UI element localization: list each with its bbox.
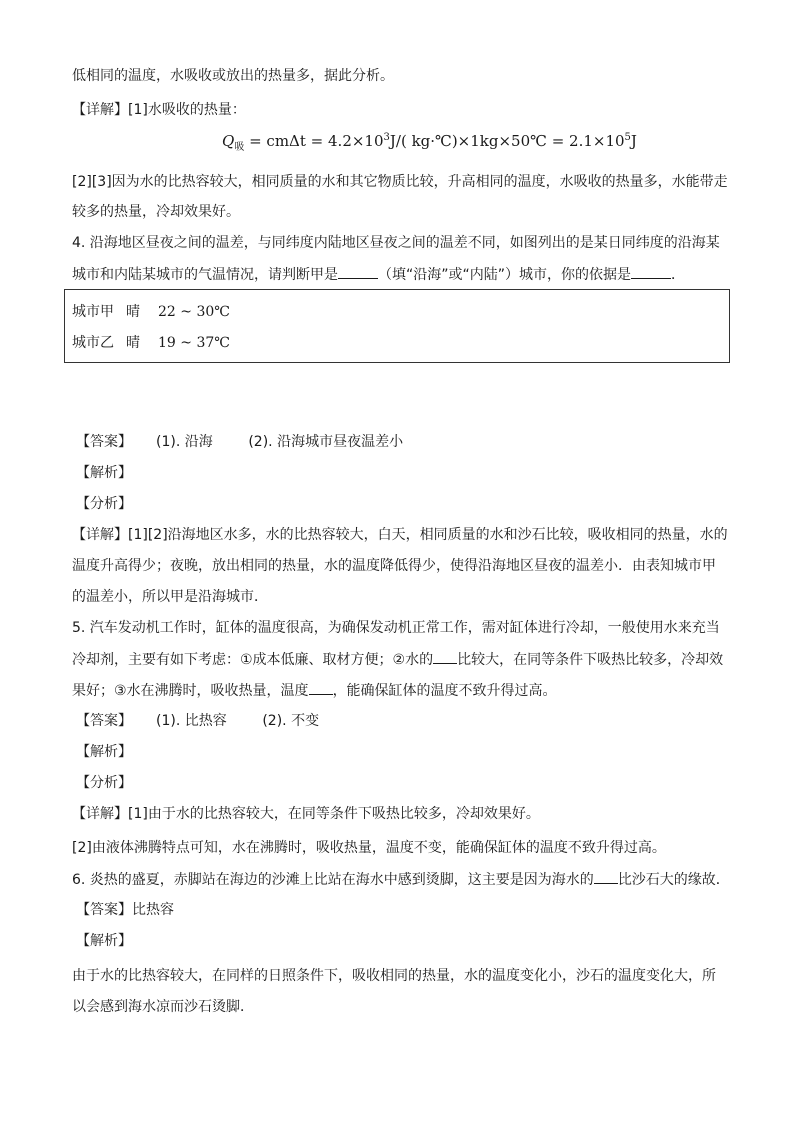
formula-rest: = cmΔt = 4.2×10 xyxy=(244,132,384,150)
formula-q: Q xyxy=(222,132,235,150)
text-line: [2][3]因为水的比热容较大，相同质量的水和其它物质比较，升高相同的温度，水吸收的热量多，水能带走 xyxy=(72,174,728,190)
heat-formula xyxy=(222,132,637,153)
answer-blank xyxy=(631,264,671,279)
q5-text-d: ，能确保缸体的温度不致升得过高。 xyxy=(332,683,557,699)
formula-mid: J/( kg·℃)×1kg×50℃ = 2.1×10 xyxy=(389,132,625,150)
question-4-line2 xyxy=(72,264,685,285)
detail-line xyxy=(72,804,540,824)
text-line: 以会感到海水凉而沙石烫脚． xyxy=(72,999,254,1015)
answer-tag: 【答案】 xyxy=(76,902,132,918)
detail-text: [1]水吸收的热量： xyxy=(128,102,246,118)
text-line: 由于水的比热容较大，在同样的日照条件下，吸收相同的热量，水的温度变化小，沙石的温度变化大，所 xyxy=(72,968,716,984)
city-name: 城市甲 xyxy=(72,304,114,320)
question-5-line3 xyxy=(72,680,557,701)
answer-blank xyxy=(338,264,378,279)
q4-text-c: ． xyxy=(671,267,686,283)
fenxi-tag: 【分析】 xyxy=(76,775,132,791)
temperature-range: 22 ~ 30℃ xyxy=(158,304,230,320)
answer-tag: 【答案】 xyxy=(76,713,132,729)
analysis-tag: 【解析】 xyxy=(76,933,132,949)
detail-tag: 【详解】 xyxy=(72,102,128,118)
text-line: 较多的热量，冷却效果好。 xyxy=(72,204,240,220)
detail-line xyxy=(72,100,246,120)
q5-text-a: 冷却剂，主要有如下考虑：①成本低廉、取材方便；②水的 xyxy=(72,652,434,668)
answer-text: (1). 沿海 (2). 沿海城市昼夜温差小 xyxy=(156,434,404,450)
formula-q-sub: 吸 xyxy=(234,142,245,153)
analysis-tag: 【解析】 xyxy=(76,744,132,760)
city-name: 城市乙 xyxy=(72,335,114,351)
q6-text-b: 比沙石大的缘故． xyxy=(617,872,730,888)
table-row xyxy=(72,301,230,321)
temperature-table xyxy=(64,289,730,363)
question-5-line2 xyxy=(72,649,723,670)
question-6-line1 xyxy=(72,869,730,890)
detail-line xyxy=(72,525,728,545)
detail-tag: 【详解】 xyxy=(72,806,128,822)
formula-exp1: 3 xyxy=(383,132,390,143)
text-line: 温度升高得少；夜晚，放出相同的热量，水的温度降低得少，使得沿海地区昼夜的温差小．由表知城市甲 xyxy=(72,558,716,574)
table-row xyxy=(72,332,230,352)
answer-line xyxy=(76,900,174,920)
weather: 晴 xyxy=(126,335,140,351)
detail-text: [1]由于水的比热容较大，在同等条件下吸热比较多，冷却效果好。 xyxy=(128,806,540,822)
text-line: 的温差小，所以甲是沿海城市． xyxy=(72,589,268,605)
detail-text: [1][2]沿海地区水多，水的比热容较大，白天，相同质量的水和沙石比较，吸收相同的热量，水的 xyxy=(128,527,728,543)
q5-text-c: 果好；③水在沸腾时，吸收热量，温度 xyxy=(72,683,309,699)
text-line: 低相同的温度，水吸收或放出的热量多，据此分析。 xyxy=(72,68,394,84)
text-line: [2]由液体沸腾特点可知，水在沸腾时，吸收热量，温度不变，能确保缸体的温度不致升得过高。 xyxy=(72,840,666,856)
answer-text: (1). 比热容 (2). 不变 xyxy=(156,713,320,729)
q5-text-b: 比较大，在同等条件下吸热比较多，冷却效 xyxy=(457,652,724,668)
answer-text: 比热容 xyxy=(132,902,174,918)
temperature-range: 19 ~ 37℃ xyxy=(158,335,230,351)
formula-end: J xyxy=(630,132,637,150)
q4-text-a: 城市和内陆某城市的气温情况，请判断甲是 xyxy=(72,267,338,283)
answer-line xyxy=(76,432,403,452)
question-4-line1: 4. 沿海地区昼夜之间的温差，与同纬度内陆地区昼夜之间的温差不同，如图列出的是某日同纬度的沿海某 xyxy=(72,235,720,251)
answer-blank xyxy=(309,680,333,695)
q6-text-a: 6. 炎热的盛夏，赤脚站在海边的沙滩上比站在海水中感到烫脚，这主要是因为海水的 xyxy=(72,872,594,888)
analysis-tag: 【解析】 xyxy=(76,465,132,481)
fenxi-tag: 【分析】 xyxy=(76,496,132,512)
question-5-line1: 5. 汽车发动机工作时，缸体的温度很高，为确保发动机正常工作，需对缸体进行冷却，一般使用水来充当 xyxy=(72,620,720,636)
answer-tag: 【答案】 xyxy=(76,434,132,450)
q4-text-b: （填“沿海”或“内陆”）城市，你的依据是 xyxy=(378,267,632,283)
answer-blank xyxy=(433,649,457,664)
detail-tag: 【详解】 xyxy=(72,527,128,543)
formula-exp2: 5 xyxy=(624,132,631,143)
answer-line xyxy=(76,711,319,731)
answer-blank xyxy=(594,869,618,884)
weather: 晴 xyxy=(126,304,140,320)
